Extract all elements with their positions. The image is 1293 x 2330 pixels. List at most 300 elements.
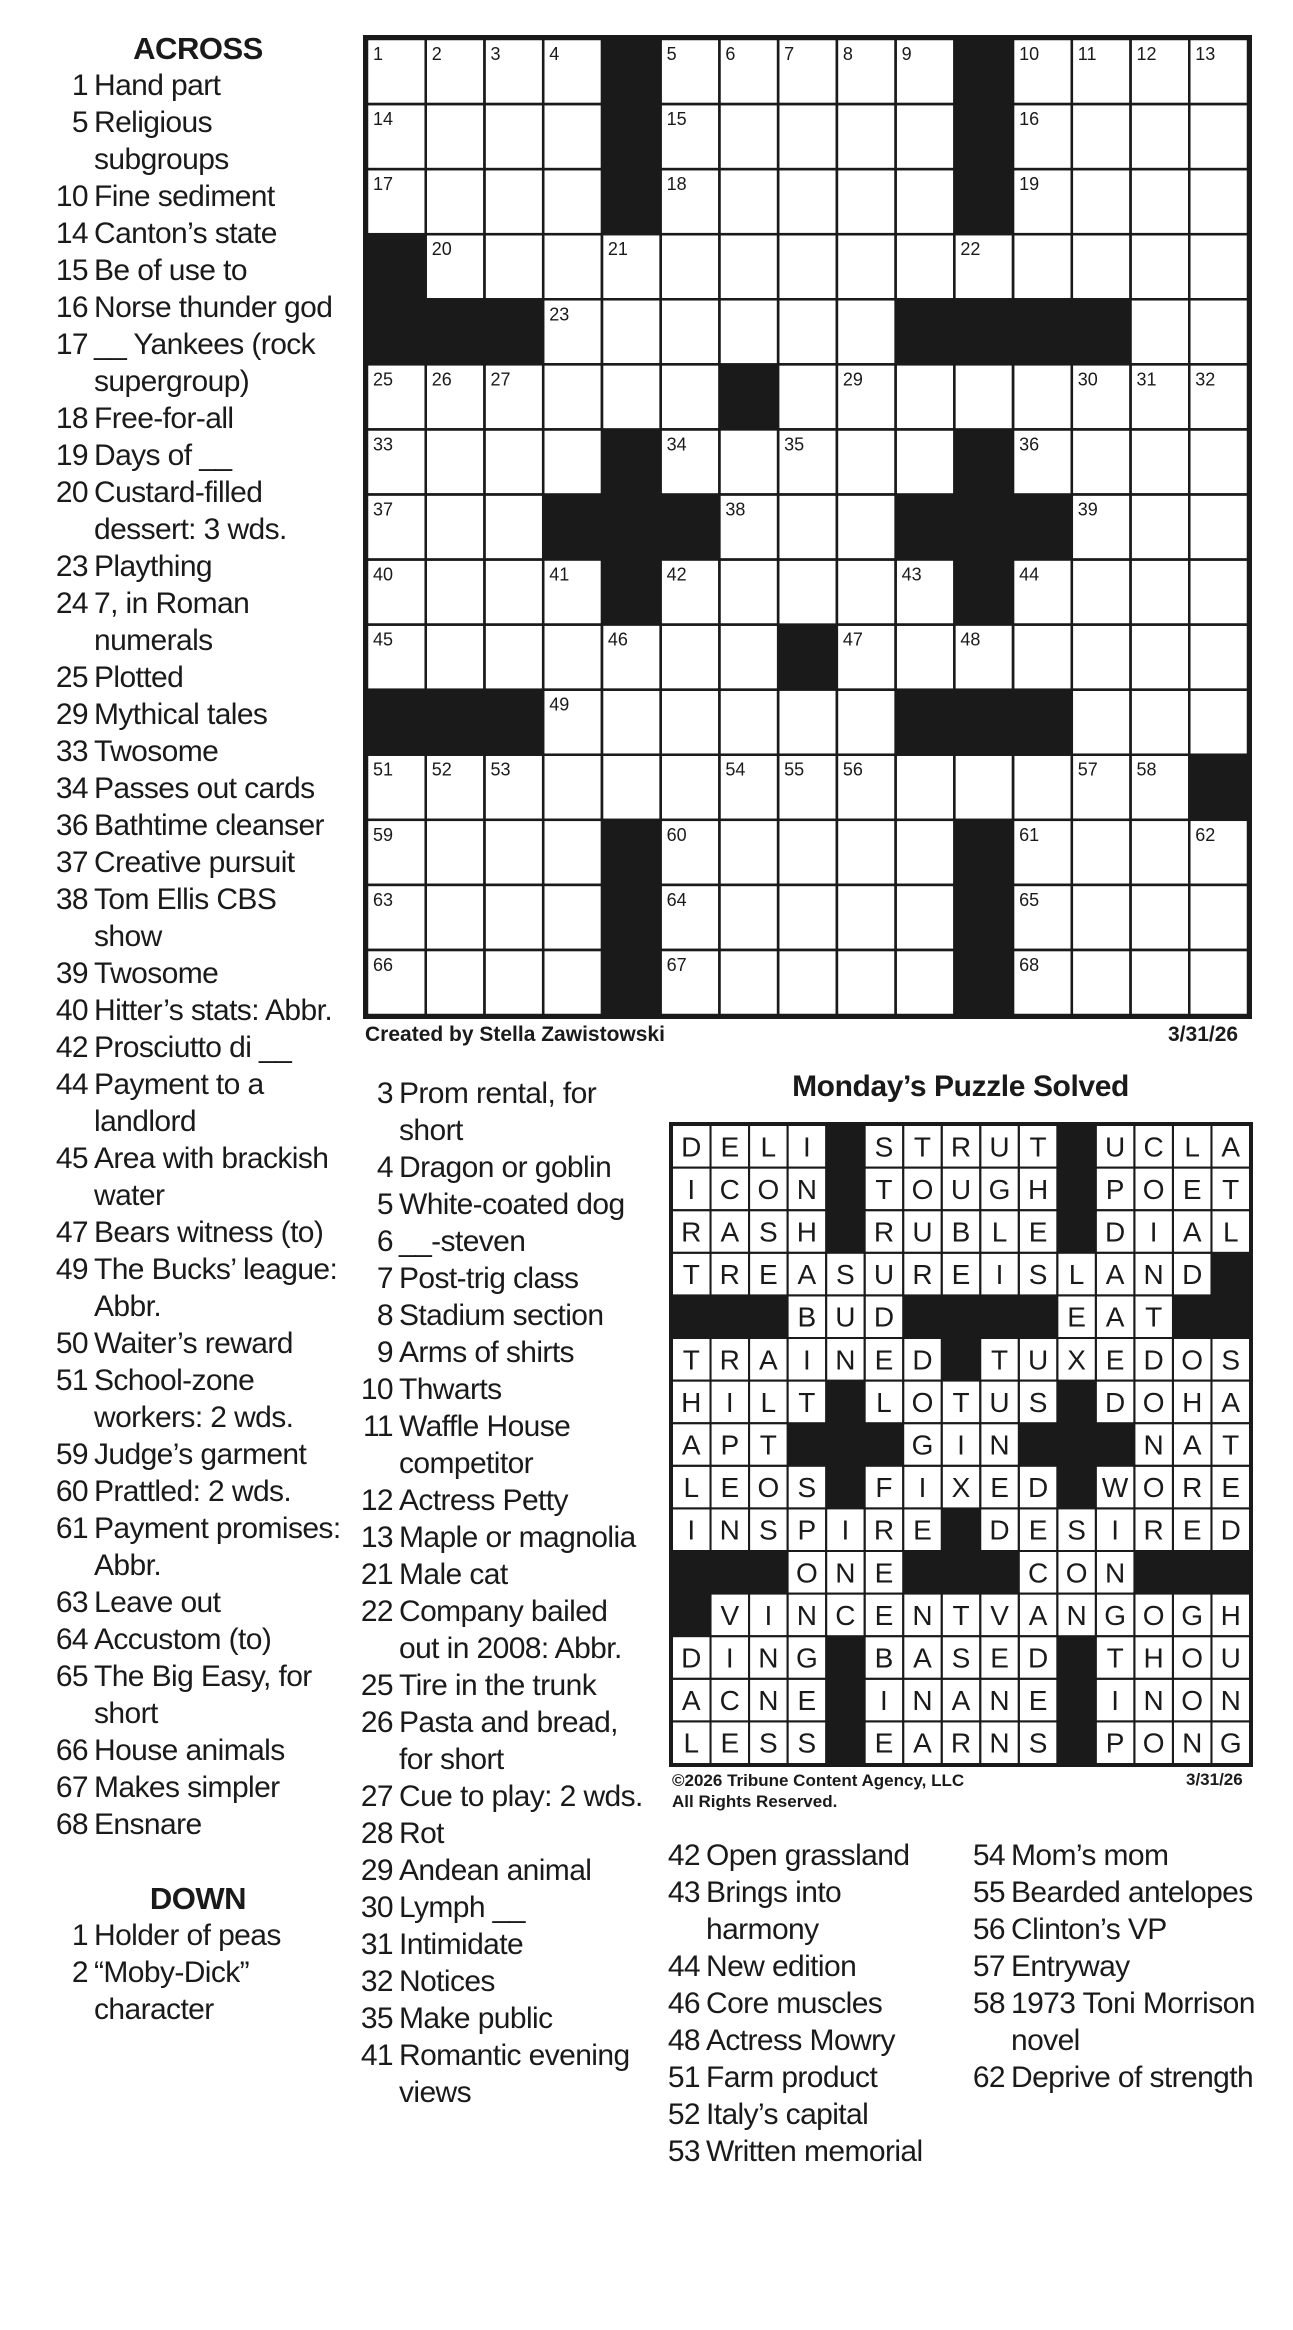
solution-letter: N [796, 1599, 817, 1631]
black-square [895, 494, 955, 560]
solution-black-square [672, 1295, 711, 1339]
clue-number: 61 [55, 1512, 88, 1545]
across-clue-49 [48, 1251, 348, 1325]
clue-text: Deprive of strength [1011, 2061, 1254, 2094]
solution-letter: P [797, 1514, 817, 1546]
solution-letter: A [1221, 1386, 1241, 1418]
cell-number: 53 [490, 759, 511, 780]
clue-number: 30 [360, 1891, 393, 1924]
solution-black-square [1172, 1551, 1212, 1595]
clue-number: 65 [55, 1660, 88, 1693]
black-square [425, 299, 485, 365]
across-clue-23 [48, 548, 348, 585]
clue-number: 29 [55, 698, 88, 731]
solution-letter: C [1027, 1557, 1049, 1589]
solution-letter: I [1111, 1514, 1120, 1546]
solution-black-square [1211, 1295, 1250, 1339]
solution-letter: O [1181, 1642, 1204, 1674]
clue-number: 64 [55, 1623, 88, 1656]
clue-text: Tom Ellis CBS show [94, 883, 277, 953]
black-square [484, 689, 544, 755]
solution-letter: A [681, 1685, 701, 1717]
solution-letter: N [989, 1685, 1010, 1717]
solution-black-square [980, 1551, 1020, 1595]
solution-letter: S [1067, 1514, 1086, 1546]
cell-number: 30 [1077, 369, 1098, 390]
down-clue-8 [353, 1297, 648, 1334]
solution-letter: E [720, 1131, 740, 1163]
down-clue-48 [660, 2022, 960, 2059]
solution-black-square [903, 1551, 943, 1595]
cell-number: 68 [1019, 954, 1040, 975]
solution-letter: T [952, 1386, 970, 1418]
solution-letter: H [1143, 1642, 1164, 1674]
clue-text: Prosciutto di __ [94, 1031, 292, 1064]
down-clue-35 [353, 2000, 648, 2037]
clue-text: Actress Petty [399, 1484, 568, 1517]
solution-letter: S [1221, 1344, 1241, 1376]
black-square [367, 234, 426, 300]
solution-black-square [672, 1551, 711, 1595]
clue-text: Farm product [706, 2061, 878, 2094]
solution-letter: T [1145, 1301, 1163, 1333]
clue-number: 54 [972, 1839, 1005, 1872]
clue-text: Twosome [94, 735, 219, 768]
solution-letter: D [681, 1642, 702, 1674]
cell-number: 37 [373, 499, 394, 520]
across-clue-24 [48, 585, 348, 659]
solution-letter: E [874, 1344, 894, 1376]
solution-letter: N [835, 1344, 856, 1376]
solution-letter: U [950, 1173, 972, 1205]
cell-number: 52 [431, 759, 452, 780]
down-clue-25 [353, 1667, 648, 1704]
black-square [954, 169, 1014, 235]
clue-text: Stadium section [399, 1299, 604, 1332]
cell-number: 61 [1019, 824, 1040, 845]
cell-number: 48 [960, 629, 981, 650]
clue-text: 1973 Toni Morrison novel [1011, 1987, 1255, 2057]
cell-number: 43 [901, 564, 922, 585]
clue-number: 3 [376, 1077, 393, 1110]
solution-letter: S [758, 1514, 778, 1546]
cell-number: 44 [1019, 564, 1040, 585]
across-clue-16 [48, 289, 348, 326]
solution-letter: R [950, 1727, 972, 1759]
clue-number: 17 [55, 328, 88, 361]
across-clue-14 [48, 215, 348, 252]
solution-letter: O [795, 1557, 818, 1589]
down-clue-58 [965, 1985, 1275, 2059]
clue-number: 44 [667, 1950, 700, 1983]
solution-letter: O [911, 1173, 934, 1205]
clue-text: The Bucks’ league: Abbr. [94, 1253, 338, 1323]
clue-text: Judge’s garment [94, 1438, 307, 1471]
clue-number: 57 [972, 1950, 1005, 1983]
solution-letter: E [990, 1642, 1009, 1674]
across-clue-51 [48, 1362, 348, 1436]
across-clue-59 [48, 1436, 348, 1473]
copyright-line-2: All Rights Reserved. [672, 1792, 838, 1811]
solution-letter: D [1105, 1386, 1126, 1418]
clue-number: 46 [667, 1987, 700, 2020]
black-square [954, 819, 1014, 885]
cell-number: 57 [1077, 759, 1098, 780]
solution-letter: E [758, 1259, 778, 1291]
black-square [601, 104, 661, 170]
solution-letter: I [880, 1685, 888, 1717]
clue-text: Bears witness (to) [94, 1216, 324, 1249]
clue-text: Open grassland [706, 1839, 910, 1872]
clue-number: 62 [972, 2061, 1005, 2094]
across-clue-1 [48, 67, 348, 104]
solution-letter: D [873, 1301, 895, 1333]
across-clue-10 [48, 178, 348, 215]
down-clue-6 [353, 1223, 648, 1260]
cell-number: 12 [1136, 44, 1157, 64]
cell-number: 5 [666, 44, 677, 64]
solution-letter: T [1222, 1173, 1240, 1205]
down-clue-26 [353, 1704, 648, 1778]
solution-letter: L [683, 1472, 700, 1504]
solution-letter: E [797, 1685, 817, 1717]
clue-number: 26 [360, 1706, 393, 1739]
down-clue-29 [353, 1852, 648, 1889]
solution-letter: E [1182, 1514, 1202, 1546]
puzzle-date: 3/31/26 [1168, 1023, 1239, 1046]
down-clue-list-part1 [48, 1917, 348, 2028]
clue-text: Holder of peas [94, 1919, 281, 1952]
across-clue-67 [48, 1769, 348, 1806]
solution-black-square [1057, 1210, 1097, 1254]
solution-black-square [1057, 1125, 1097, 1168]
clue-text: Bearded antelopes [1011, 1876, 1253, 1909]
solution-letter: G [1219, 1727, 1242, 1759]
solution-black-square [826, 1167, 866, 1211]
across-clue-39 [48, 955, 348, 992]
cell-number: 32 [1195, 369, 1216, 390]
clue-number: 6 [376, 1225, 393, 1258]
down-clue-column-3 [660, 1837, 960, 2170]
clue-text: The Big Easy, for short [94, 1660, 312, 1730]
clue-number: 47 [55, 1216, 88, 1249]
solution-letter: S [874, 1131, 894, 1163]
clue-text: Religious subgroups [94, 106, 229, 176]
solution-letter: L [1184, 1131, 1200, 1163]
solution-letter: I [802, 1131, 811, 1163]
clue-text: Waiter’s reward [94, 1327, 293, 1360]
clue-number: 23 [55, 550, 88, 583]
clue-text: Payment to a landlord [94, 1068, 264, 1138]
down-clue-13 [353, 1519, 648, 1556]
black-square [601, 494, 661, 560]
black-square [895, 689, 955, 755]
solution-letter: A [913, 1642, 932, 1674]
clue-text: Tire in the trunk [399, 1669, 597, 1702]
solution-letter: A [1182, 1216, 1202, 1248]
solution-letter: N [835, 1557, 856, 1589]
crossword-grid [363, 35, 1252, 1019]
clue-text: School-zone workers: 2 wds. [94, 1364, 294, 1434]
clue-number: 11 [363, 1410, 393, 1443]
solution-letter: N [1143, 1685, 1164, 1717]
down-clue-list-part4 [965, 1837, 1275, 2096]
across-clue-60 [48, 1473, 348, 1510]
cell-number: 47 [842, 629, 863, 650]
solution-letter: A [951, 1685, 971, 1717]
clue-text: New edition [706, 1950, 857, 1983]
clue-text: Intimidate [399, 1928, 524, 1961]
black-square [601, 39, 661, 105]
solution-letter: S [1028, 1386, 1048, 1418]
down-clue-52 [660, 2096, 960, 2133]
solution-letter: L [1222, 1216, 1239, 1248]
across-clue-45 [48, 1140, 348, 1214]
clue-text: Plaything [94, 550, 213, 583]
cell-number: 59 [373, 824, 394, 845]
cell-number: 45 [373, 629, 394, 650]
solution-letter: C [1143, 1131, 1164, 1163]
down-clue-4 [353, 1149, 648, 1186]
down-clue-10 [353, 1371, 648, 1408]
clue-number: 66 [55, 1734, 88, 1767]
copyright-notice [672, 1770, 964, 1812]
solution-letter: D [1105, 1216, 1126, 1248]
black-square [543, 494, 603, 560]
down-clue-1 [48, 1917, 348, 1954]
solution-letter: S [1028, 1727, 1048, 1759]
down-clue-32 [353, 1963, 648, 2000]
solution-letter: I [1111, 1685, 1120, 1717]
clue-number: 50 [55, 1327, 88, 1360]
across-clue-64 [48, 1621, 348, 1658]
solution-letter: X [951, 1472, 971, 1504]
cell-number: 39 [1077, 499, 1098, 520]
down-heading: DOWN [149, 1881, 247, 1916]
solution-letter: O [1142, 1599, 1165, 1631]
across-clue-50 [48, 1325, 348, 1362]
cell-number: 62 [1195, 824, 1216, 845]
cell-number: 8 [842, 44, 853, 64]
solution-letter: D [1143, 1344, 1164, 1376]
clue-number: 21 [360, 1558, 393, 1591]
down-clue-51 [660, 2059, 960, 2096]
solution-letter: N [1143, 1259, 1164, 1291]
cell-number: 67 [666, 954, 687, 975]
across-clue-33 [48, 733, 348, 770]
clue-number: 12 [360, 1484, 393, 1517]
solution-letter: A [1105, 1259, 1125, 1291]
clue-text: Notices [399, 1965, 495, 1998]
solution-letter: E [1028, 1514, 1048, 1546]
solution-letter: C [719, 1685, 740, 1717]
across-clue-47 [48, 1214, 348, 1251]
crossword-grid-svg [367, 39, 1248, 1015]
down-clue-5 [353, 1186, 648, 1223]
clue-text: __ Yankees (rock supergroup) [94, 328, 316, 398]
solution-letter: L [760, 1386, 777, 1418]
clue-text: Lymph __ [399, 1891, 525, 1924]
across-clue-65 [48, 1658, 348, 1732]
clue-text: Area with brackish water [94, 1142, 329, 1212]
clue-number: 60 [55, 1475, 88, 1508]
solution-letter: C [835, 1599, 856, 1631]
clue-number: 9 [376, 1336, 393, 1369]
black-square [601, 884, 661, 950]
down-clue-31 [353, 1926, 648, 1963]
clue-number: 10 [55, 180, 88, 213]
cell-number: 3 [490, 44, 501, 64]
solution-letter: T [1029, 1131, 1047, 1163]
solution-letter: A [720, 1216, 740, 1248]
black-square [954, 689, 1014, 755]
clue-text: White-coated dog [399, 1188, 625, 1221]
down-clue-46 [660, 1985, 960, 2022]
solution-letter: D [912, 1344, 933, 1376]
solution-letter: R [719, 1259, 740, 1291]
solution-black-square [1057, 1465, 1097, 1509]
cell-number: 58 [1136, 759, 1157, 780]
across-clue-61 [48, 1510, 348, 1584]
cell-number: 6 [725, 44, 736, 64]
black-square [425, 689, 485, 755]
solution-letter: I [1149, 1216, 1158, 1248]
solution-black-square [1134, 1551, 1174, 1595]
clue-number: 33 [55, 735, 88, 768]
clue-number: 52 [667, 2098, 700, 2131]
solution-black-square [1057, 1636, 1097, 1680]
clue-text: Plotted [94, 661, 184, 694]
cell-number: 29 [842, 369, 863, 390]
clue-text: Romantic evening views [399, 2039, 630, 2109]
cell-number: 7 [784, 44, 795, 64]
solution-letter: W [1101, 1472, 1129, 1504]
solution-black-square [710, 1295, 750, 1339]
clue-number: 14 [55, 217, 88, 250]
solution-letter: G [988, 1173, 1011, 1205]
solution-letter: T [1106, 1642, 1124, 1674]
clue-text: Canton’s state [94, 217, 277, 250]
across-clue-66 [48, 1732, 348, 1769]
down-clue-41 [353, 2037, 648, 2111]
black-square [954, 884, 1014, 950]
cell-number: 54 [725, 759, 746, 780]
solution-letter: U [835, 1301, 856, 1333]
clue-number: 35 [360, 2002, 393, 2035]
down-clue-list-part3 [660, 1837, 960, 2170]
solution-letter: H [1182, 1386, 1203, 1418]
clue-number: 67 [55, 1771, 88, 1804]
solution-letter: I [687, 1514, 696, 1546]
solution-letter: E [1182, 1173, 1202, 1205]
across-clue-20 [48, 474, 348, 548]
solution-letter: S [951, 1642, 971, 1674]
clue-text: Bathtime cleanser [94, 809, 324, 842]
solution-black-square [1095, 1423, 1135, 1467]
clue-number: 1 [71, 1919, 88, 1952]
solution-black-square [826, 1125, 866, 1168]
copyright-line-1: ©2026 Tribune Content Agency, LLC [672, 1771, 965, 1790]
solution-black-square [826, 1721, 866, 1764]
solution-black-square [864, 1423, 904, 1467]
down-clue-column-2 [353, 1075, 648, 2111]
solution-letter: U [1220, 1642, 1241, 1674]
solution-black-square [1172, 1295, 1212, 1339]
black-square [367, 689, 426, 755]
solution-black-square [1211, 1551, 1250, 1595]
clue-number: 34 [55, 772, 88, 805]
clue-text: __-steven [399, 1225, 526, 1258]
solution-letter: U [989, 1386, 1010, 1418]
clue-text: Pasta and bread, for short [399, 1706, 618, 1776]
across-clue-34 [48, 770, 348, 807]
clue-number: 4 [376, 1151, 393, 1184]
solution-letter: I [957, 1429, 965, 1461]
clue-number: 42 [667, 1839, 700, 1872]
solution-letter: U [912, 1216, 933, 1248]
across-clue-36 [48, 807, 348, 844]
clue-number: 20 [55, 476, 88, 509]
across-clue-68 [48, 1806, 348, 1843]
solution-letter: L [876, 1386, 892, 1418]
cell-number: 1 [373, 44, 384, 64]
solution-letter: U [989, 1131, 1010, 1163]
black-square [954, 104, 1014, 170]
solution-letter: N [758, 1685, 779, 1717]
cell-number: 13 [1195, 44, 1216, 64]
black-square [954, 559, 1014, 625]
cell-number: 60 [666, 824, 687, 845]
solution-letter: E [990, 1472, 1009, 1504]
clue-number: 7 [376, 1262, 393, 1295]
solution-grid [669, 1122, 1253, 1767]
clue-text: Makes simpler [94, 1771, 280, 1804]
black-square [1013, 494, 1073, 560]
solution-letter: O [1142, 1173, 1165, 1205]
solution-letter: I [918, 1472, 927, 1504]
clue-number: 39 [55, 957, 88, 990]
clue-text: Prattled: 2 wds. [94, 1475, 292, 1508]
solution-letter: D [1220, 1514, 1241, 1546]
clue-number: 1 [71, 69, 88, 102]
solution-black-square [941, 1338, 981, 1382]
clue-number: 41 [360, 2039, 393, 2072]
solution-letter: U [873, 1259, 895, 1291]
solution-black-square [1057, 1423, 1097, 1467]
solution-letter: S [797, 1727, 817, 1759]
cell-number: 55 [784, 759, 805, 780]
solution-black-square [787, 1423, 827, 1467]
solution-letter: N [989, 1429, 1010, 1461]
solution-letter: U [1105, 1131, 1126, 1163]
cell-number: 42 [666, 564, 687, 585]
cell-number: 9 [901, 44, 912, 64]
clue-text: Custard-filled dessert: 3 wds. [94, 476, 287, 546]
down-clue-30 [353, 1889, 648, 1926]
clue-number: 68 [55, 1808, 88, 1841]
clue-number: 18 [55, 402, 88, 435]
cell-number: 56 [842, 759, 863, 780]
clue-text: Leave out [94, 1586, 221, 1619]
black-square [895, 299, 955, 365]
clue-text: Company bailed out in 2008: Abbr. [399, 1595, 622, 1665]
black-square [660, 494, 720, 560]
clue-text: 7, in Roman numerals [94, 587, 250, 657]
cell-number: 33 [373, 434, 394, 455]
solution-black-square [1057, 1721, 1097, 1764]
black-square [601, 949, 661, 1015]
clue-text: Actress Mowry [706, 2024, 895, 2057]
